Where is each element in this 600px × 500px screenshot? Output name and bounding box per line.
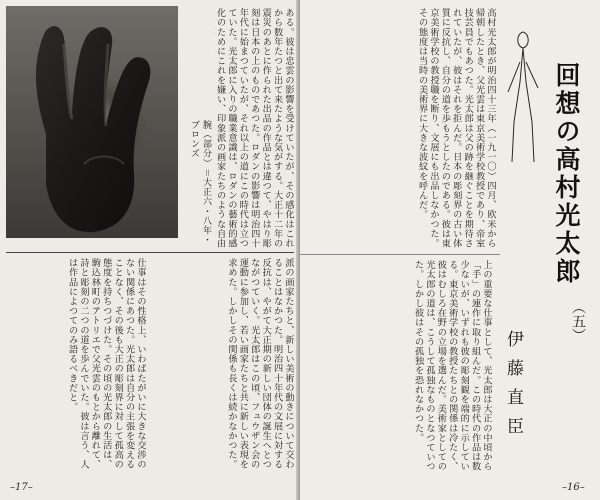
right-section-rule bbox=[300, 254, 500, 255]
right-lower-column: 上の重要な仕事として、光太郎は大正の中頃から「手」の連作に取り組んだ。この時代の作品は数少ないが、いずれも彼の彫刻観を端的に示している。東京美術学校の教授たちとの関係は冷たく、彼はむしろ在野の立場を選んだ。美術家としての光太郎の道は、こうして孤独なものとなつていつた。しかし彼はその孤独を恐れなかつた。 bbox=[412, 260, 492, 472]
sculpture-photo bbox=[6, 6, 178, 238]
left-upper-column: ある。彼は忠雲の影響を受けていたが、その感化はこれから数年たつと出て来たような気がする。大正十二年の震災のあとに作られた出品の作品とは違つて、やはり彫刻は日本の上のものであつた。ロダンの影響は明治四十年代に始まつていたが、それ以上の道にこの時代は立つていた。光太郎に入りの職業意識は、ロダンの藝術的感化のためにこれを嫌い、印象派の画家たちのような自由 bbox=[214, 8, 294, 248]
left-lower-column: 仕事はその性格上、いわばたがいに大きな交渉のない関係にあつた。光太郎は自分の主張を変えることなく、その後も大正の彫刻界に対して孤高の態度を持ちつづけた。その頃の光太郎の生活は、駒込林町のアトリエで父光雲のもとから離れて、詩と彫刻の二つの道を歩んでいた。彼は言う、人は作品によつてのみ語るべきだと。 bbox=[66, 258, 146, 470]
photo-caption: 腕（部分）＝大正六・八年・ブロンズ bbox=[189, 120, 211, 245]
article-title: 回想の高村光太郎 bbox=[552, 62, 581, 286]
left-page bbox=[0, 0, 298, 500]
article-author: 伊藤直臣 bbox=[503, 330, 523, 446]
bronze-hand-sculpture-image bbox=[24, 14, 160, 234]
left-middle-column: 派の画家たちと、新しい美術の動きについて交わることはなかつた。明治四十年代の文展に対する反抗は、やがて大正期の新しい団体の誕生へとつながつていく。光太郎はこの頃、フュウザン会の運動に参加し、若い画家たちと共に新しい表現を求めた。しかしその関係も長くは続かなかつた。 bbox=[225, 258, 294, 470]
figure-sketch-illustration bbox=[498, 22, 548, 172]
left-section-rule bbox=[6, 252, 294, 253]
article-part-number: （五） bbox=[570, 300, 586, 342]
left-page-number: –17– bbox=[10, 482, 33, 493]
right-page-number: –16– bbox=[562, 482, 585, 493]
right-upper-column: 高村光太郎が明治四十三年（一九一〇）四月、欧米から帰朝したとき、父光雲は東京美術学校教授であり、帝室技芸員でもあつた。光太郎は父の跡を継ぐことを期待されていたが、彼はそれを拒んだ。日本の彫刻界の古い体質に反抗し、自分の道を歩もうとしたのである。彼は東京美術学校の教授職を断り、文展にも出品しなかつた。その態度は当時の美術界に大きな波紋を呼んだ。 bbox=[416, 8, 496, 248]
